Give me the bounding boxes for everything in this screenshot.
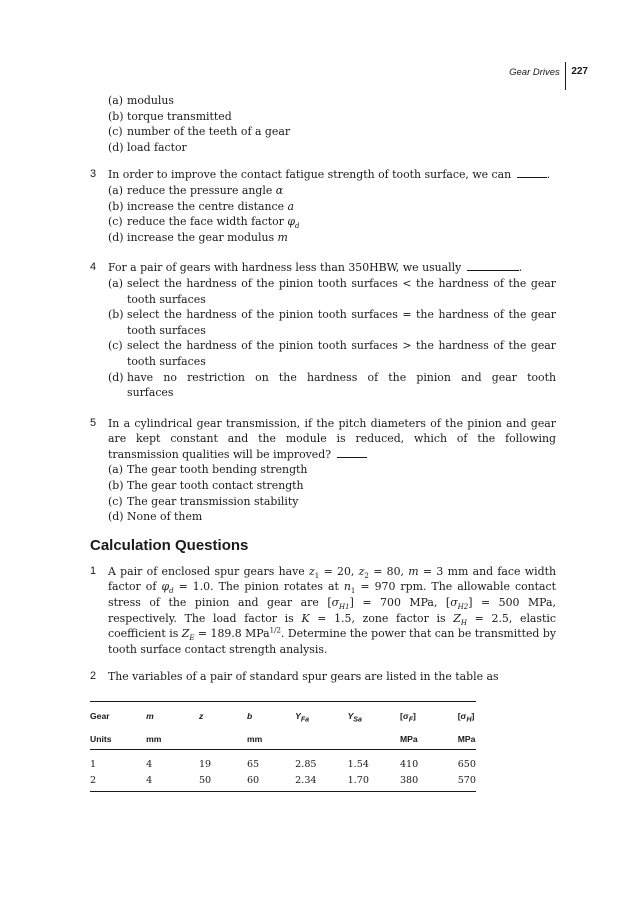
option: (b) The gear tooth contact strength xyxy=(108,479,304,493)
question-4: 4 For a pair of gears with hardness less than 350HBW, we usually . xyxy=(90,261,523,275)
question-2-options xyxy=(90,93,556,792)
option: (c) reduce the face width factor $\varphi_d$ xyxy=(108,215,300,231)
option: (d) None of them xyxy=(108,510,203,524)
option: (b) increase the centre distance a xyxy=(108,199,295,213)
answer-blank xyxy=(467,260,519,271)
answer-blank xyxy=(517,167,547,178)
option: (b) torque transmitted xyxy=(108,109,232,123)
question-3: 3 In order to improve the contact fatigue strength of tooth surface, we can . xyxy=(90,168,551,182)
calc-question-1: 1 A pair of enclosed spur gears have $z_1 = 20$, $z_2 = 80$, m = 3 mm and face width factor of $\varphi_d = 1.0$. The pinion rotates at $n_1 = 970$ rpm. The allowable contact stress of the pinion and gear are $[\sigma_{H1}] = 700$ MPa, $[\sigma_{H2}] = 500$ MPa, respectively. The load factor is K = 1.5, zone factor is $Z_H = 2.5$, elastic coefficient is $Z_E = 189.8$ MPa$^{1/2}$. Determine the power that can be transmitted by tooth surface contact strength analysis. xyxy=(90,564,556,656)
header-divider xyxy=(565,62,567,90)
option: (c) select the hardness of the pinion tooth surfaces > the hardness of the gear tooth surfaces xyxy=(108,339,556,368)
table-header-row xyxy=(90,702,476,730)
section-heading: Calculation Questions xyxy=(90,536,249,554)
column-header: $Y_{Fa}$ xyxy=(295,710,310,724)
gear-variables-table xyxy=(90,701,476,792)
column-header: $Y_{Sa}$ xyxy=(347,710,362,724)
column-header: $[\sigma_H]$ xyxy=(457,710,475,724)
option: (a) select the hardness of the pinion tooth surfaces < the hardness of the gear tooth surfaces xyxy=(108,276,556,306)
option: (d) load factor xyxy=(108,140,187,154)
column-header: z xyxy=(198,710,204,721)
option: (c) number of the teeth of a gear xyxy=(108,125,291,139)
column-header: m xyxy=(146,710,154,721)
option: (b) select the hardness of the pinion tooth surfaces = the hardness of the gear tooth surfaces xyxy=(108,308,556,337)
option: (a) modulus xyxy=(108,94,174,107)
option: (d) have no restriction on the hardness of the pinion and gear tooth surfaces xyxy=(108,370,556,400)
column-header: $[\sigma_F]$ xyxy=(399,710,416,724)
column-header: Gear xyxy=(90,710,110,721)
table-row: 2 4 50 60 2.34 1.70 380 570 xyxy=(90,772,476,792)
table-units-row: Units mm mm MPa MPa xyxy=(90,729,476,750)
option: (c) The gear transmission stability xyxy=(108,494,299,508)
chapter-title: Gear Drives xyxy=(509,67,560,78)
column-header: b xyxy=(246,710,253,721)
option: (a) The gear tooth bending strength xyxy=(108,463,308,477)
running-header xyxy=(509,62,588,92)
question-5: 5 In a cylindrical gear transmission, if the pitch diameters of the pinion and gear are kept constant and the module is reduced, which of the following transmission qualities will be improved? xyxy=(90,416,556,461)
answer-blank xyxy=(337,447,367,458)
option: (a) reduce the pressure angle α xyxy=(108,183,284,197)
calc-question-2: 2 The variables of a pair of standard spur gears are listed in the table as xyxy=(90,670,499,684)
table-row: 1 4 19 65 2.85 1.54 410 650 xyxy=(90,758,476,770)
page-number: 227 xyxy=(571,66,588,77)
option: (d) increase the gear modulus m xyxy=(108,230,288,244)
